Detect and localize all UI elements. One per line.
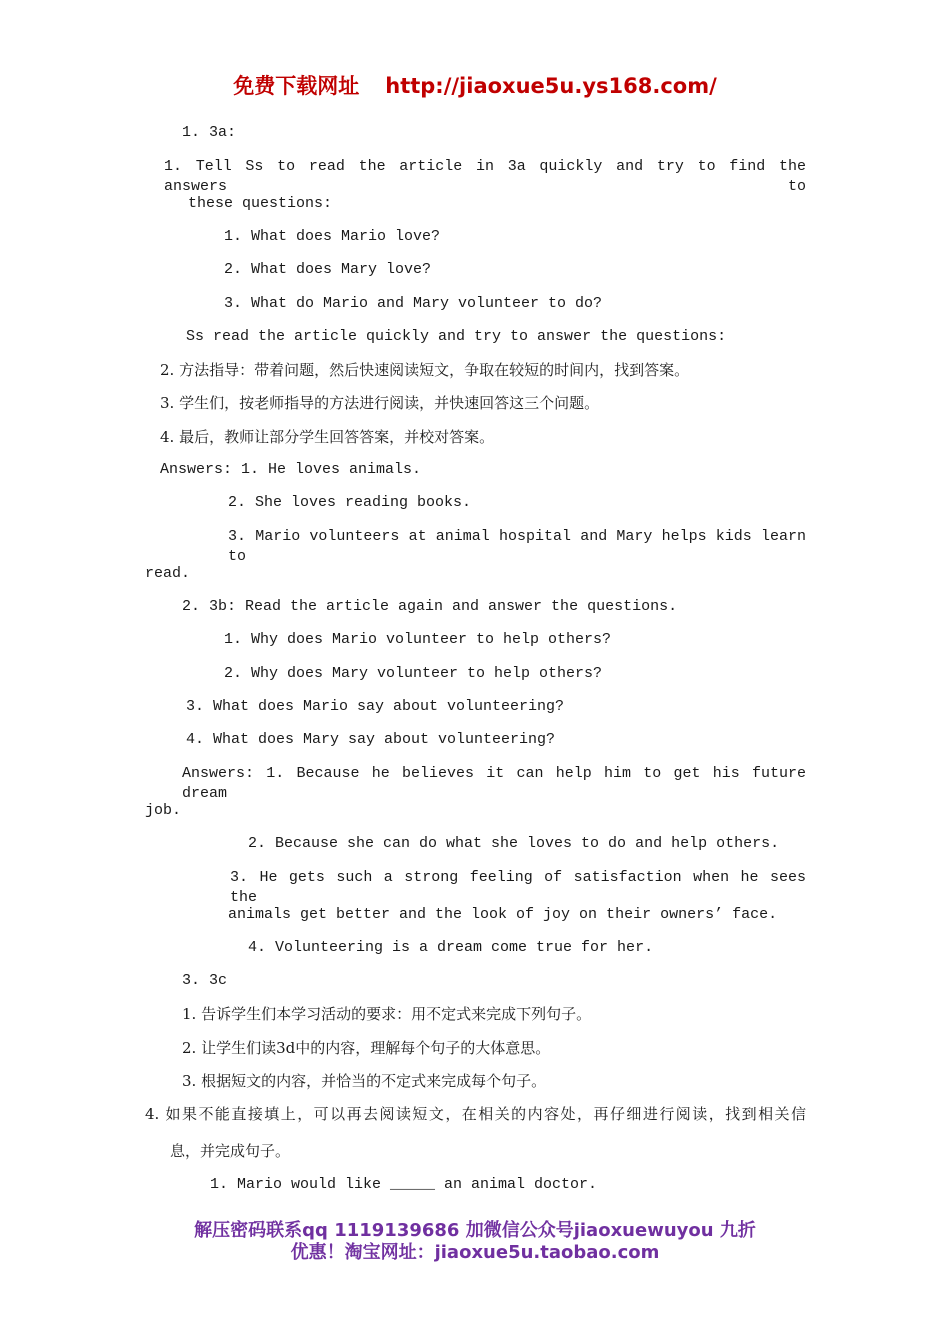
footer-line-1: 解压密码联系qq 1119139686 加微信公众号jiaoxuewuyou 九折 [194, 1220, 756, 1241]
question-item: 4. What does Mary say about volunteering? [186, 731, 556, 748]
answer-line: 4. Volunteering is a dream come true for her. [248, 939, 654, 956]
instruction-line: Ss read the article quickly and try to answer the questions: [186, 328, 727, 345]
chinese-step: 2. 让学生们读3d中的内容，理解每个句子的大体意思。 [182, 1039, 551, 1057]
exercise-item: 1. Mario would like _____ an animal doctor. [210, 1176, 598, 1193]
answer-line: 3. Mario volunteers at animal hospital and Mary helps kids learn to [228, 528, 806, 565]
answer-line: read. [145, 565, 191, 582]
question-item: 1. Why does Mario volunteer to help others? [224, 631, 612, 648]
instruction-line: these questions: [188, 195, 333, 212]
chinese-step: 3. 根据短文的内容，并恰当的不定式来完成每个句子。 [182, 1072, 547, 1090]
section-3a-heading: 1. 3a: [182, 124, 237, 141]
question-item: 3. What do Mario and Mary volunteer to do? [224, 295, 603, 312]
header-url[interactable]: http://jiaoxue5u.ys168.com/ [385, 74, 717, 98]
question-item: 1. What does Mario love? [224, 228, 441, 245]
instruction-line: 1. Tell Ss to read the article in 3a quickly and try to find the answers to [164, 158, 806, 195]
footer-line-2: 优惠！淘宝网址：jiaoxue5u.taobao.com [290, 1242, 660, 1263]
answer-line: job. [145, 802, 182, 819]
answer-line: Answers: 1. He loves animals. [160, 461, 422, 478]
chinese-step: 息，并完成句子。 [170, 1142, 291, 1160]
chinese-step: 4. 最后，教师让部分学生回答答案，并校对答案。 [160, 428, 495, 446]
answer-line: Answers: 1. Because he believes it can help him to get his future dream [182, 765, 806, 802]
answer-line: 2. Because she can do what she loves to do and help others. [248, 835, 780, 852]
section-3b-heading: 2. 3b: Read the article again and answer the questions. [182, 598, 678, 615]
chinese-step: 4. 如果不能直接填上，可以再去阅读短文，在相关的内容处，再仔细进行阅读，找到相关信 [145, 1105, 806, 1123]
answer-line: 2. She loves reading books. [228, 494, 472, 511]
answer-line: animals get better and the look of joy on their owners’ face. [228, 906, 778, 923]
chinese-step: 2. 方法指导：带着问题，然后快速阅读短文，争取在较短的时间内，找到答案。 [160, 361, 690, 379]
section-3c-heading: 3. 3c [182, 972, 228, 989]
answer-line: 3. He gets such a strong feeling of satisfaction when he sees the [230, 869, 806, 906]
chinese-step: 3. 学生们，按老师指导的方法进行阅读，并快速回答这三个问题。 [160, 394, 600, 412]
header-title: 免费下载网址 [233, 74, 360, 98]
question-item: 2. What does Mary love? [224, 261, 432, 278]
question-item: 3. What does Mario say about volunteering? [186, 698, 565, 715]
page-header [0, 70, 950, 100]
question-item: 2. Why does Mary volunteer to help others? [224, 665, 603, 682]
chinese-step: 1. 告诉学生们本学习活动的要求：用不定式来完成下列句子。 [182, 1005, 592, 1023]
